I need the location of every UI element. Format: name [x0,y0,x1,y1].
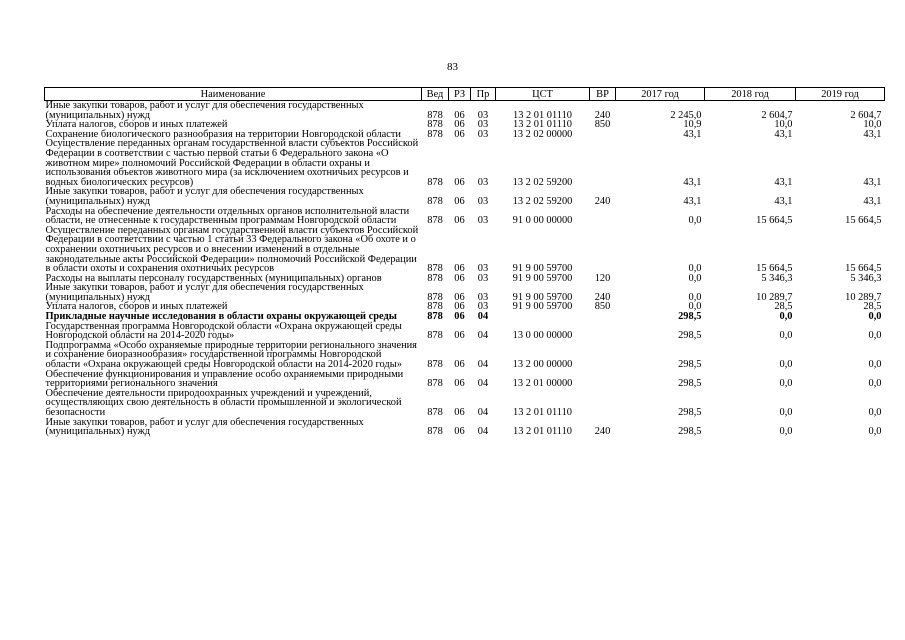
cell-cst: 13 2 02 59200 [512,176,573,188]
cell-name: Уплата налогов, сборов и иных платежей [45,119,228,131]
cell-2019: 0,0 [868,359,882,371]
cell-2019: 0,0 [868,330,882,342]
cell-2018: 10,0 [774,119,793,131]
cell-rz: 06 [454,128,465,140]
cell-2019: 43,1 [863,176,882,188]
cell-cst [496,312,590,322]
cell-name: Осуществление переданных органам государственной власти субъектов Российской Федерации в соответствии с частью первой статьи 6 Федерального закона «О животном мире» полномочий Российской Федерации в области охраны и использования объектов животного мира (за исключением охотничьих ресурсов и водных биологических ресурсов) [45,138,419,188]
table-row [45,187,885,206]
cell-pr: 04 [477,378,489,390]
cell-cst: 13 2 01 01110 [513,109,572,121]
cell-rz: 06 [454,195,465,207]
cell-2017: 0,0 [688,263,702,275]
cell-name: Расходы на выплаты персоналу государственных (муниципальных) органов [45,272,382,284]
cell-2018: 0,0 [779,378,793,390]
cell-ved: 878 [427,311,443,323]
cell-2018: 0,0 [779,407,793,418]
cell-pr: 04 [477,311,489,323]
cell-2018: 15 664,5 [756,263,793,275]
cell-2017: 43,1 [683,128,702,140]
cell-2017: 298,5 [678,407,702,418]
budget-table [44,87,885,437]
cell-name: Расходы на обеспечение деятельности отдельных органов исполнительной власти области, не отнесенные к государственным программам Новгородской области [45,205,410,227]
cell-pr: 03 [477,109,489,121]
header-2018: 2018 год [705,88,796,101]
table-header-row [45,88,885,101]
cell-2019: 0,0 [868,311,882,323]
cell-vr [590,370,616,389]
cell-2017: 298,5 [678,426,702,438]
table-row [45,226,885,274]
header-rz: РЗ [449,88,471,101]
cell-vr: 240 [594,426,611,438]
cell-2018: 0,0 [779,330,793,342]
cell-rz: 06 [454,378,465,390]
table-row [45,322,885,341]
page-number: 83 [447,61,458,73]
cell-vr [590,341,616,370]
header-2017: 2017 год [616,88,705,101]
cell-2017: 10,9 [683,119,702,131]
cell-ved: 878 [427,215,443,227]
cell-ved: 878 [427,378,443,390]
cell-vr [590,139,616,187]
cell-name: Подпрограмма «Особо охраняемые природные территории регионального значения и сохранение биоразнообразия» государственной программы Новгородской области «Охрана окружающей среды Новгородской области на 2014-2020 годы» [45,339,417,371]
cell-cst: 91 9 00 59700 [512,291,573,303]
cell-2019: 0,0 [868,407,882,418]
cell-ved: 878 [427,330,443,342]
cell-name: Прикладные научные исследования в области охраны окружающей среды [45,311,397,323]
cell-pr: 03 [477,291,489,303]
cell-2018: 10 289,7 [756,291,793,303]
cell-pr: 04 [477,359,489,371]
table-row [45,207,885,226]
cell-vr: 850 [594,301,611,313]
cell-2019: 10,0 [863,119,882,131]
cell-ved: 878 [427,291,443,303]
cell-cst: 13 2 01 00000 [512,378,573,390]
cell-cst: 13 2 00 00000 [512,359,573,371]
cell-ved: 878 [427,176,443,188]
cell-2018: 15 664,5 [756,215,793,227]
cell-vr: 120 [594,272,611,284]
cell-pr: 03 [477,301,489,313]
header-cst: ЦСТ [496,88,590,101]
cell-vr [590,322,616,341]
header-pr: Пр [471,88,496,101]
cell-rz: 06 [454,407,465,418]
cell-ved: 878 [427,426,443,438]
table-row [45,283,885,302]
cell-2017: 0,0 [688,272,702,284]
cell-2017: 0,0 [688,215,702,227]
cell-2018: 43,1 [774,176,793,188]
cell-vr [590,207,616,226]
cell-vr [590,312,616,322]
cell-2018: 5 346,3 [761,272,793,284]
cell-name: Иные закупки товаров, работ и услуг для обеспечения государственных (муниципальных) нужд [45,186,364,207]
cell-2019: 0,0 [868,426,882,438]
cell-2018: 2 604,7 [761,109,793,121]
cell-vr: 240 [594,109,611,121]
table-row [45,341,885,370]
cell-2019: 2 604,7 [850,109,882,121]
cell-name: Государственная программа Новгородской области «Охрана окружающей среды Новгородской области на 2014-2020 годы» [45,320,402,342]
table-row [45,389,885,418]
cell-ved: 878 [427,407,443,418]
cell-name: Иные закупки товаров, работ и услуг для обеспечения государственных (муниципальных) нужд [45,282,364,303]
cell-2017: 298,5 [678,378,702,390]
cell-rz: 06 [454,291,465,303]
cell-rz: 06 [454,263,465,275]
cell-cst: 13 2 01 01110 [513,426,572,438]
cell-rz: 06 [454,109,465,121]
cell-pr: 03 [477,119,489,131]
cell-name: Осуществление переданных органам государственной власти субъектов Российской Федерации в соответствии с частью 1 статьи 33 Федерального закона «Об охоте и о сохранении охотничьих ресурсов и о внесении изменений в отдельные законодательные акты Российской Федерации» полномочий Российской Федерации в области охоты и сохранения охотничьих ресурсов [45,224,419,275]
cell-2017: 0,0 [688,291,702,303]
cell-rz: 06 [454,215,465,227]
cell-cst: 91 9 00 59700 [512,301,573,313]
cell-rz: 06 [454,311,465,323]
cell-rz: 06 [454,301,465,313]
header-ved: Вед [422,88,449,101]
header-name: Наименование [45,88,422,101]
table-row [45,370,885,389]
cell-2017: 298,5 [678,359,702,371]
cell-name: Обеспечение деятельности природоохранных учреждений и учреждений, осуществляющих свою деятельность в области промышленной и экологической безопасности [45,387,402,418]
cell-2018: 0,0 [779,359,793,371]
cell-ved: 878 [427,301,443,313]
cell-2018: 28,5 [774,301,793,313]
cell-cst: 13 0 00 00000 [512,330,573,342]
cell-2019: 5 346,3 [850,272,882,284]
table-row [45,139,885,187]
cell-2018: 0,0 [779,311,793,323]
cell-2019: 43,1 [863,195,882,207]
cell-ved: 878 [427,119,443,131]
cell-pr: 03 [477,263,489,275]
cell-pr: 03 [477,215,489,227]
cell-ved: 878 [427,109,443,121]
cell-rz: 06 [454,426,465,438]
cell-rz: 06 [454,176,465,188]
cell-2019: 15 664,5 [845,215,882,227]
cell-2017: 298,5 [678,311,702,323]
cell-2019: 28,5 [863,301,882,313]
cell-pr: 03 [477,272,489,284]
cell-name: Иные закупки товаров, работ и услуг для обеспечения государственных (муниципальных) нужд [45,416,364,438]
cell-2017: 0,0 [688,301,702,313]
cell-vr [590,130,616,140]
cell-pr: 04 [477,426,489,438]
cell-rz: 06 [454,359,465,371]
cell-ved: 878 [427,272,443,284]
cell-pr: 04 [477,330,489,342]
cell-2017: 43,1 [683,195,702,207]
cell-ved: 878 [427,263,443,275]
cell-vr [590,226,616,274]
cell-2019: 10 289,7 [845,291,882,303]
cell-cst: 91 9 00 59700 [512,272,573,284]
cell-vr: 240 [594,195,611,207]
header-2019: 2019 год [796,88,885,101]
cell-ved: 878 [427,359,443,371]
cell-rz: 06 [454,119,465,131]
cell-cst: 13 2 01 01110 [513,119,572,131]
cell-vr: 850 [594,119,611,131]
cell-vr: 240 [594,291,611,303]
cell-pr: 03 [477,128,489,140]
table-row [45,418,885,437]
cell-2019: 0,0 [868,378,882,390]
cell-cst: 13 2 02 00000 [512,128,573,140]
cell-pr: 04 [477,407,489,418]
cell-pr: 03 [477,176,489,188]
cell-2017: 2 245,0 [670,109,702,121]
cell-rz: 06 [454,272,465,284]
cell-rz: 06 [454,330,465,342]
cell-cst: 91 0 00 00000 [512,215,573,227]
cell-ved: 878 [427,195,443,207]
cell-pr: 03 [477,195,489,207]
cell-name: Иные закупки товаров, работ и услуг для обеспечения государственных (муниципальных) нужд [45,100,364,121]
cell-cst: 13 2 02 59200 [512,195,573,207]
cell-2018: 43,1 [774,195,793,207]
cell-name: Сохранение биологического разнообразия на территории Новгородской области [45,128,401,140]
cell-2017: 298,5 [678,330,702,342]
cell-name: Обеспечение функционирования и управление особо охраняемыми природными территориями регионального значения [45,368,404,390]
cell-name: Уплата налогов, сборов и иных платежей [45,301,228,313]
cell-2017: 43,1 [683,176,702,188]
cell-2019: 43,1 [863,128,882,140]
table-row [45,101,885,121]
cell-2019: 15 664,5 [845,263,882,275]
cell-2018: 0,0 [779,426,793,438]
cell-vr [590,389,616,418]
cell-cst: 91 9 00 59700 [512,263,573,275]
cell-ved: 878 [427,128,443,140]
cell-2018: 43,1 [774,128,793,140]
cell-cst: 13 2 01 01110 [513,407,572,418]
header-vr: ВР [590,88,616,101]
